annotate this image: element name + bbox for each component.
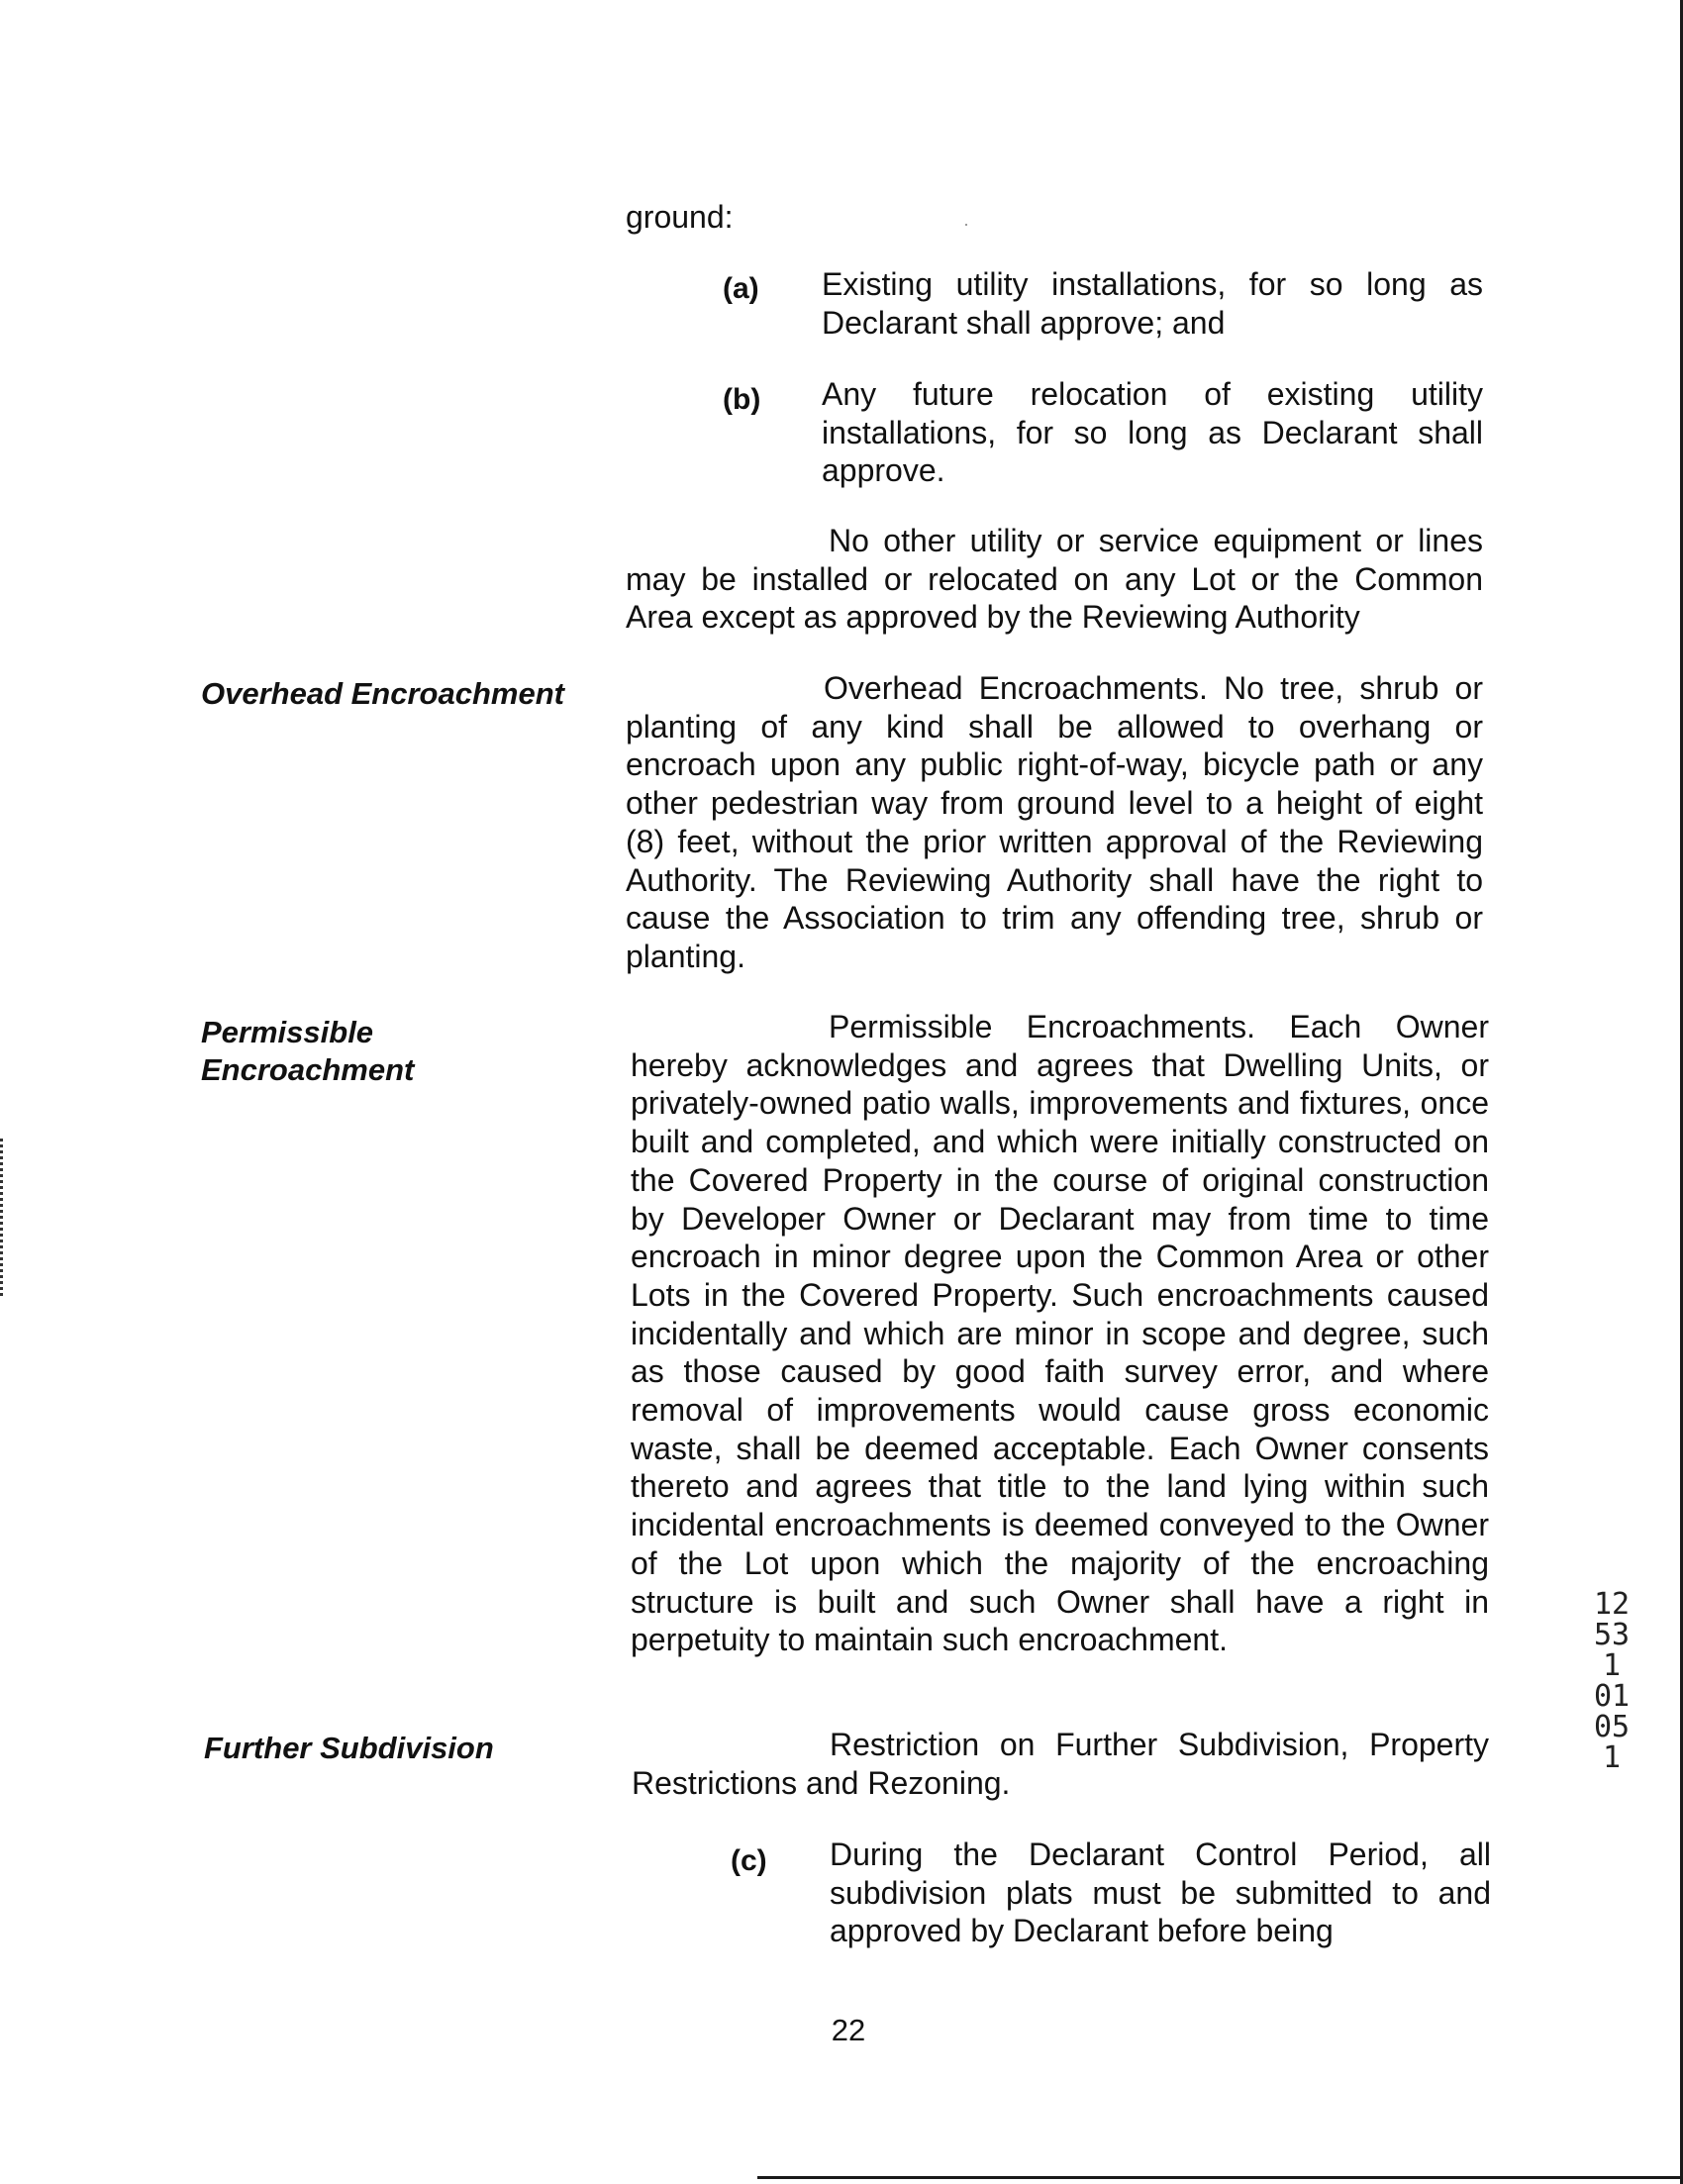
item-c-marker: (c)	[731, 1844, 767, 1877]
page-edge-bottom	[757, 2176, 1683, 2179]
permissible-encroachment-text: Permissible Encroachments. Each Owner hereby acknowledges and agrees that Dwelling Units, or privately-owned patio walls, improvements and fixtures, once built and completed, and which were initially constructed on the Covered Property in the course of original construction by Developer Owner or Declarant may from time to time encroach in minor degree upon the Common Area or other Lots in the Covered Property. Such encroachments caused incidentally and which are minor in scope and degree, such as those caused by good faith survey error, and where removal of improvements would cause gross economic waste, shall be deemed acceptable. Each Owner consents thereto and agrees that title to the land lying within such incidental encroachments is deemed conveyed to the Owner of the Lot upon which the majority of the encroaching structure is built and such Owner shall have a right in perpetuity to maintain such encroachment.	[631, 1009, 1489, 1658]
item-a-text: Existing utility installations, for so long as Declarant shall approve; and	[822, 266, 1483, 341]
further-subdivision-heading: Further Subdivision	[204, 1731, 494, 1765]
item-c-text: During the Declarant Control Period, all subdivision plats must be submitted to and approved by Declarant before being	[830, 1837, 1491, 1948]
permissible-encroachment-heading: Permissible Encroachment	[201, 1015, 415, 1087]
overhead-encroachment-text: Overhead Encroachments. No tree, shrub or planting of any kind shall be allowed to overhang or encroach upon any public right-of-way, bicycle path or any other pedestrian way from ground level to a height of eight (8) feet, without the prior written approval of the Reviewing Authority. The Reviewing Authority shall have the right to cause the Association to trim any offending tree, shrub or planting.	[626, 670, 1483, 974]
scan-speck	[965, 224, 967, 226]
overhead-encroachment-heading: Overhead Encroachment	[201, 676, 564, 711]
page-number: 22	[831, 2013, 866, 2047]
continuation-text: ground:	[626, 199, 734, 235]
further-subdivision-text: Restriction on Further Subdivision, Property Restrictions and Rezoning.	[632, 1727, 1489, 1801]
scan-edge-mark	[0, 1139, 3, 1297]
margin-stamp: 12531 01051	[1593, 1587, 1631, 1775]
utility-paragraph: No other utility or service equipment or lines may be installed or relocated on any Lot or the Common Area except as approved by the Reviewing Authority	[626, 523, 1483, 635]
item-a-marker: (a)	[723, 272, 759, 305]
item-b-marker: (b)	[723, 383, 761, 416]
item-b-text: Any future relocation of existing utility installations, for so long as Declarant shall approve.	[822, 376, 1483, 488]
